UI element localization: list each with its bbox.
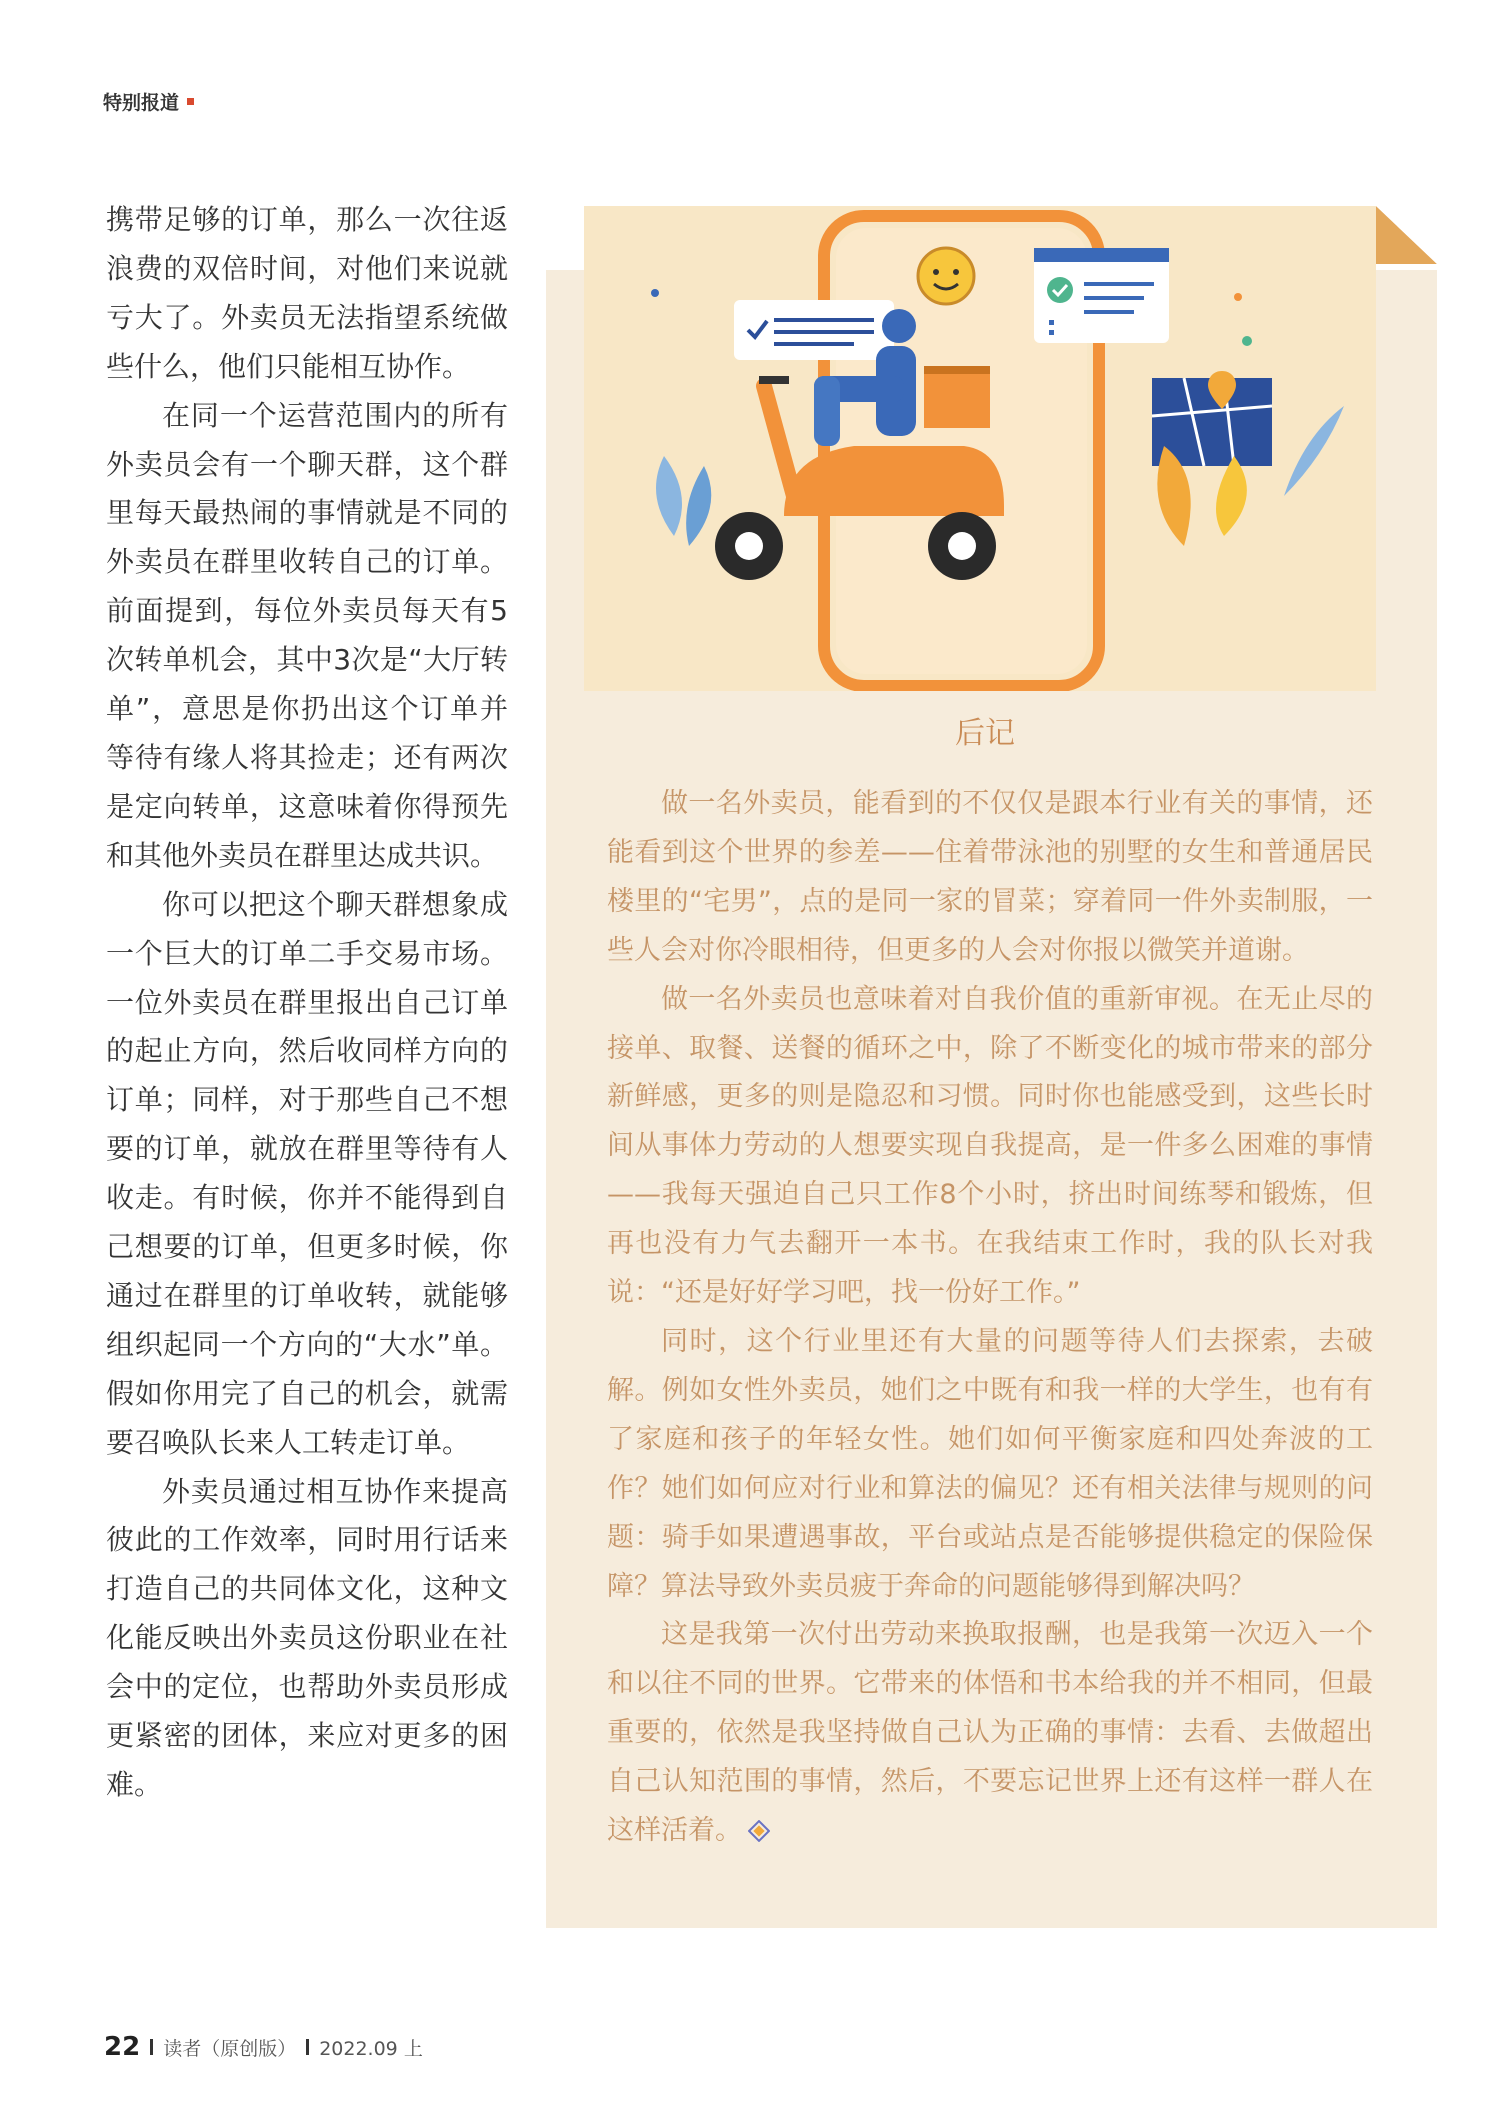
postscript-paragraph-4: 这是我第一次付出劳动来换取报酬，也是我第一次迈入一个和以往不同的世界。它带来的体悟和书本给我的并不相同，但最重要的，依然是我坚持做自己认为正确的事情：去看、去做超出自己认知范围的事情，然后，不要忘记世界上还有这样一群人在这样活着。 [607, 1619, 1373, 1847]
delivery-rider-illustration [584, 206, 1376, 691]
page-number: 22 [104, 2032, 141, 2062]
footer-divider-2 [306, 2039, 309, 2055]
section-title: 特别报道 [103, 92, 180, 114]
smiley-face-icon [918, 248, 974, 304]
magazine-name: 读者（原创版） [163, 2038, 297, 2060]
postscript-paragraph-2: 做一名外卖员也意味着对自我价值的重新审视。在无止尽的接单、取餐、送餐的循环之中，除了不断变化的城市带来的部分新鲜感，更多的则是隐忍和习惯。同时你也能感受到，这些长时间从事体力劳动的人想要实现自我提高，是一件多么困难的事情——我每天强迫自己只工作8个小时，挤出时间练琴和锻炼，但再也没有力气去翻开一本书。在我结束工作时，我的队长对我说：“还是好好学习吧，找一份好工作。” [607, 983, 1373, 1309]
delivery-box-icon [924, 366, 990, 428]
postscript-paragraph-3: 同时，这个行业里还有大量的问题等待人们去探索，去破解。例如女性外卖员，她们之中既有和我一样的大学生，也有有了家庭和孩子的年轻女性。她们如何平衡家庭和四处奔波的工作？她们如何应对行业和算法的偏见？还有相关法律与规则的问题：骑手如果遭遇事故，平台或站点是否能够提供稳定的保险保障？算法导致外卖员疲于奔命的问题能够得到解决吗？ [607, 1325, 1373, 1602]
left-paragraph-4: 外卖员通过相互协作来提高彼此的工作效率，同时用行话来打造自己的共同体文化，这种文化能反映出外卖员这份职业在社会中的定位，也帮助外卖员形成更紧密的团体，来应对更多的困难。 [106, 1474, 508, 1801]
rider-helmet-icon [882, 309, 916, 343]
end-mark-icon [748, 1820, 770, 1842]
postscript-paragraph-1: 做一名外卖员，能看到的不仅仅是跟本行业有关的事情，还能看到这个世界的参差——住着带泳池的别墅的女生和普通居民楼里的“宅男”，点的是同一家的冒菜；穿着同一件外卖制服，一些人会对你冷眼相待，但更多的人会对你报以微笑并道谢。 [607, 788, 1373, 966]
issue-date: 2022.09 上 [319, 2038, 423, 2060]
left-paragraph-2: 在同一个运营范围内的所有外卖员会有一个聊天群，这个群里每天最热闹的事情就是不同的外卖员在群里收转自己的订单。前面提到，每位外卖员每天有5次转单机会，其中3次是“大厅转单”，意思是你扔出这个订单并等待有缘人将其捡走；还有两次是定向转单，这意味着你得预先和其他外卖员在群里达成共识。 [106, 398, 508, 872]
page-fold-corner-icon [1376, 206, 1437, 264]
postscript-body [607, 780, 1373, 1856]
footer-divider [150, 2039, 153, 2055]
left-paragraph-3: 你可以把这个聊天群想象成一个巨大的订单二手交易市场。一位外卖员在群里报出自己订单的起止方向，然后收同样方向的订单；同样，对于那些自己不想要的订单，就放在群里等待有人收走。有时候，你并不能得到自己想要的订单，但更多时候，你通过在群里的订单收转，就能够组织起同一个方向的“大水”单。假如你用完了自己的机会，就需要召唤队长来人工转走订单。 [106, 887, 508, 1459]
page-footer [104, 2032, 423, 2062]
left-column-article [106, 196, 508, 1810]
section-marker-icon [187, 98, 194, 105]
left-paragraph-1: 携带足够的订单，那么一次往返浪费的双倍时间，对他们来说就亏大了。外卖员无法指望系统做些什么，他们只能相互协作。 [106, 203, 508, 383]
postscript-title: 后记 [955, 716, 1015, 751]
section-label [103, 88, 194, 115]
